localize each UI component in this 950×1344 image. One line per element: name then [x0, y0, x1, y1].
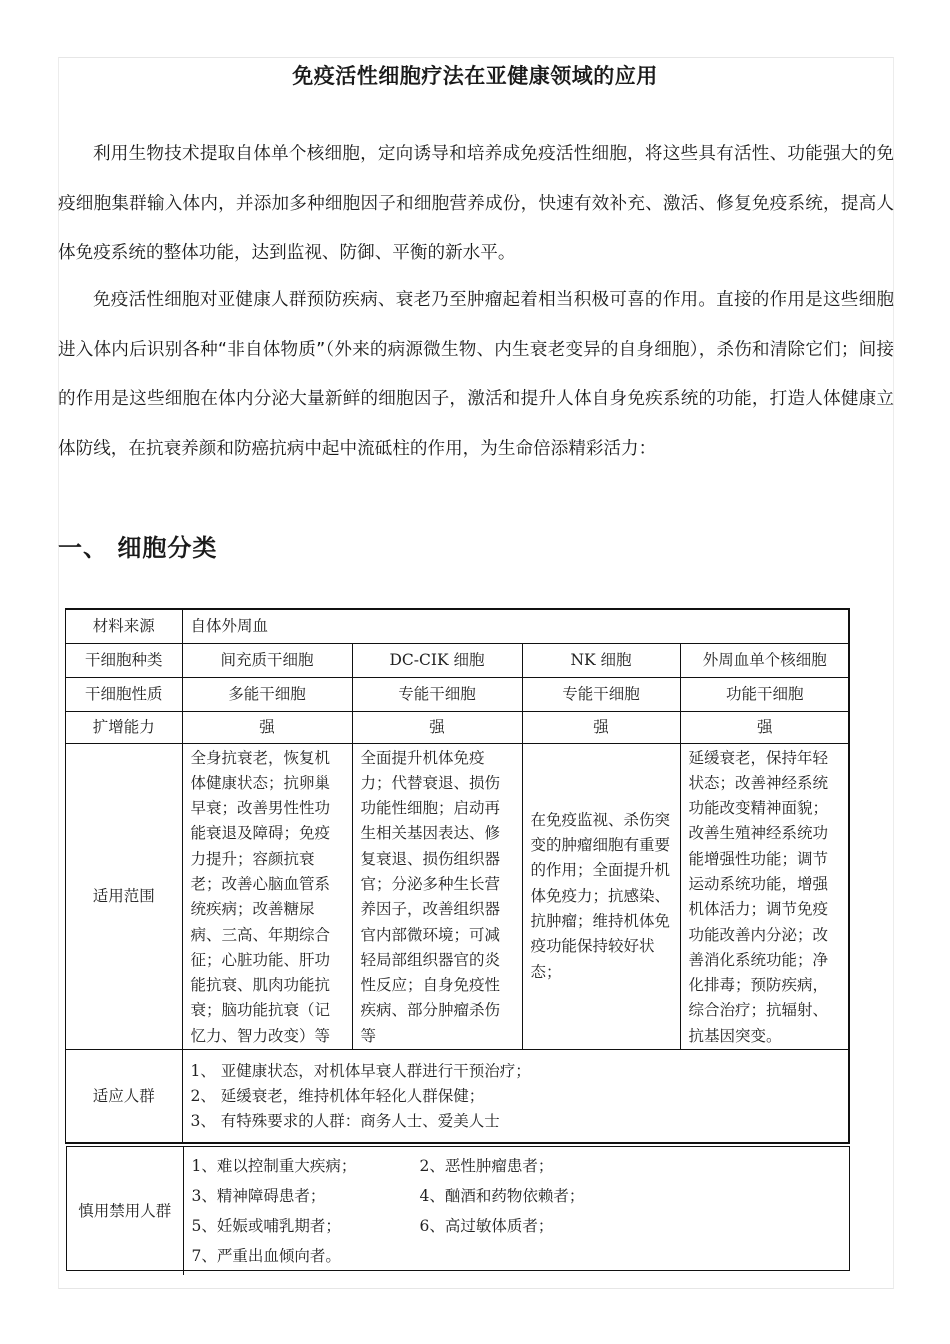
- type-cell: DC-CIK 细胞: [352, 643, 522, 677]
- caution-item: 6、高过敏体质者；: [419, 1217, 554, 1235]
- scope-label: 适用范围: [66, 743, 182, 1050]
- nature-cell: 专能干细胞: [522, 677, 680, 711]
- crowd-label: 适应人群: [66, 1050, 182, 1142]
- scope-cell: 延缓衰老，保持年轻状态；改善神经系统功能改变精神面貌；改善生殖神经系统功能增强性功能；调节运动系统功能，增强机体活力；调节免疫功能改善内分泌；改善消化系统功能；净化排毒；预防疾病，综合治疗；抗辐射、抗基因突变。: [680, 743, 849, 1050]
- row-material: [66, 610, 849, 643]
- row-type: [66, 643, 849, 677]
- caution-table: [66, 1146, 850, 1271]
- caution-label: 慎用禁用人群: [67, 1147, 183, 1275]
- expansion-cell: 强: [680, 711, 849, 743]
- row-crowd: [66, 1050, 849, 1142]
- expansion-label: 扩增能力: [66, 711, 182, 743]
- row-caution: [67, 1147, 849, 1275]
- caution-item: 4、酗酒和药物依赖者；: [419, 1187, 585, 1205]
- document-title: 免疫活性细胞疗法在亚健康领域的应用: [292, 64, 658, 88]
- expansion-cell: 强: [352, 711, 522, 743]
- material-label: 材料来源: [66, 610, 182, 643]
- effect-paragraph: 免疫活性细胞对亚健康人群预防疾病、衰老乃至肿瘤起着相当积极可喜的作用。直接的作用是这些细胞进入体内后识别各种“非自体物质”（外来的病源微生物、内生衰老变异的自身细胞），杀伤和清除它们；间接的作用是这些细胞在体内分泌大量新鲜的细胞因子，激活和提升人体自身免疾系统的功能，打造人体健康立体防线，在抗衰养颜和防癌抗病中起中流砥柱的作用，为生命倍添精彩活力：: [58, 290, 894, 459]
- intro-paragraph: 利用生物技术提取自体单个核细胞，定向诱导和培养成免疫活性细胞，将这些具有活性、功能强大的免疫细胞集群输入体内，并添加多种细胞因子和细胞营养成份，快速有效补充、激活、修复免疫系统，提高人体免疫系统的整体功能，达到监视、防御、平衡的新水平。: [58, 144, 894, 263]
- type-cell: NK 细胞: [522, 643, 680, 677]
- nature-label: 干细胞性质: [66, 677, 182, 711]
- scope-cell: 全身抗衰老，恢复机体健康状态；抗卵巢早衰；改善男性性功能衰退及障碍；免疫力提升；容颜抗衰老；改善心脑血管系统疾病；改善糖尿病、三高、年期综合征；心脏功能、肝功能抗衰、肌肉功能抗衰；脑功能抗衰（记忆力、智力改变）等: [182, 743, 352, 1050]
- caution-item: 2、恶性肿瘤患者；: [419, 1157, 554, 1175]
- crowd-item: 2、 延缓衰老，维持机体年轻化人群保健；: [190, 1086, 485, 1105]
- crowd-list: [182, 1050, 849, 1142]
- caution-item: 1、难以控制重大疾病；: [191, 1157, 357, 1175]
- row-expansion: [66, 711, 849, 743]
- type-cell: 外周血单个核细胞: [680, 643, 849, 677]
- crowd-item: 3、 有特殊要求的人群：商务人士、爱美人士: [190, 1111, 500, 1130]
- expansion-cell: 强: [522, 711, 680, 743]
- caution-item: 5、妊娠或哺乳期者；: [191, 1217, 341, 1235]
- type-cell: 间充质干细胞: [182, 643, 352, 677]
- nature-cell: 多能干细胞: [182, 677, 352, 711]
- expansion-cell: 强: [182, 711, 352, 743]
- caution-item: 3、精神障碍患者；: [191, 1187, 326, 1205]
- material-value: 自体外周血: [182, 610, 849, 643]
- row-scope: [66, 743, 849, 1050]
- cell-classification-table: [65, 608, 850, 1144]
- scope-cell: 在免疫监视、杀伤突变的肿瘤细胞有重要的作用；全面提升机体免疫力；抗感染、抗肿瘤；维持机体免疫功能保持较好状态；: [522, 743, 680, 1050]
- nature-cell: 专能干细胞: [352, 677, 522, 711]
- caution-item: 7、严重出血倾向者。: [191, 1247, 341, 1265]
- type-label: 干细胞种类: [66, 643, 182, 677]
- crowd-item: 1、 亚健康状态，对机体早衰人群进行干预治疗；: [190, 1061, 531, 1080]
- section-heading: 一、 细胞分类: [58, 534, 218, 562]
- caution-list: [183, 1147, 849, 1275]
- nature-cell: 功能干细胞: [680, 677, 849, 711]
- scope-cell: 全面提升机体免疫力；代替衰退、损伤功能性细胞；启动再生相关基因表达、修复衰退、损伤组织器官；分泌多种生长营养因子，改善组织器官内部微环境；可减轻局部组织器官的炎性反应；自身免疫性疾病、部分肿瘤杀伤等: [352, 743, 522, 1050]
- row-nature: [66, 677, 849, 711]
